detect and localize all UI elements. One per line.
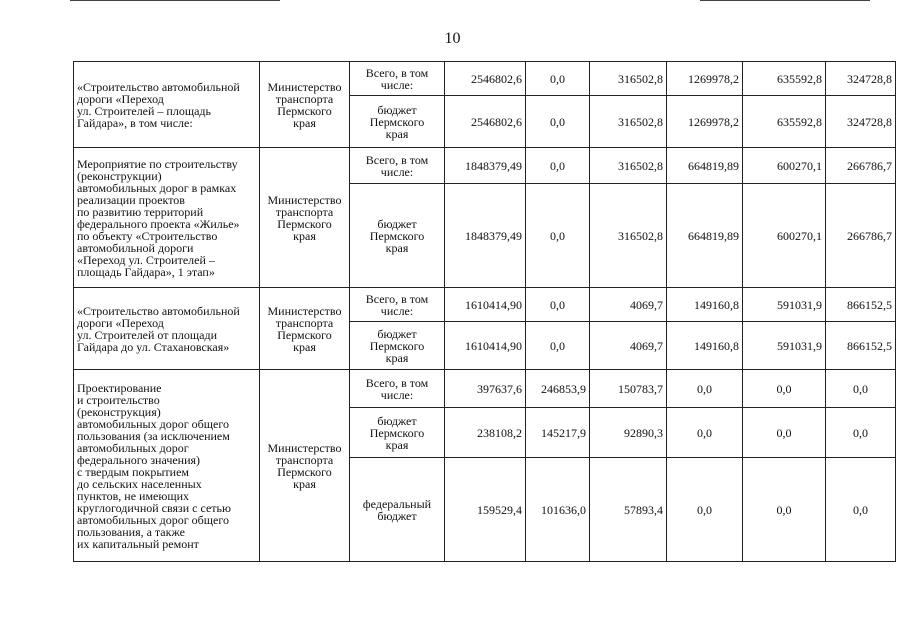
total-value: 1848379,49: [445, 184, 526, 288]
executor-line: транспорта: [275, 91, 334, 106]
executor-cell: [260, 62, 350, 148]
year-value: 0,0: [526, 148, 590, 184]
total-value: 159529,4: [445, 458, 526, 562]
measure-name-line: дороги «Переход: [77, 91, 164, 106]
executor-line: транспорта: [275, 315, 334, 330]
year-value: 145217,9: [526, 408, 590, 458]
year-value: 0,0: [526, 184, 590, 288]
funding-source-line: края: [385, 350, 409, 365]
measure-name-line: пользования (за исключением: [77, 428, 230, 443]
measure-name-line: автомобильной дороги: [77, 240, 194, 255]
funding-source-line: Пермского: [369, 114, 425, 129]
measure-name-line: «Переход ул. Строителей –: [77, 252, 215, 267]
year-value: 0,0: [743, 370, 826, 408]
measure-name-line: ул. Строителей от площади: [77, 327, 218, 342]
measure-name-line: (реконструкция): [77, 404, 161, 419]
executor-line: края: [293, 339, 316, 354]
executor-line: Министерство: [267, 303, 342, 318]
year-value: 316502,8: [590, 62, 667, 96]
year-value: 316502,8: [590, 148, 667, 184]
measure-name-line: Мероприятие по строительству: [77, 156, 238, 171]
total-value: 238108,2: [445, 408, 526, 458]
measure-name-line: Гайдара до ул. Стахановская»: [77, 339, 230, 354]
measure-name-line: «Строительство автомобильной: [77, 79, 240, 94]
total-value: 1610414,90: [445, 288, 526, 322]
measure-name-line: автомобильных дорог в рамках: [77, 180, 237, 195]
funding-source-cell: [350, 408, 445, 458]
year-value: 0,0: [526, 322, 590, 370]
funding-source-cell: [350, 458, 445, 562]
year-value: 0,0: [743, 458, 826, 562]
funding-source-line: Пермского: [369, 228, 425, 243]
measure-name-line: Гайдара», в том числе:: [77, 115, 193, 130]
year-value: 0,0: [743, 408, 826, 458]
scan-top-rule-left: [70, 0, 280, 1]
funding-source-line: Всего, в том: [365, 152, 429, 167]
measure-name-line: пунктов, не имеющих: [77, 488, 189, 503]
measure-name-line: Проектирование: [77, 380, 162, 395]
funding-source-cell: [350, 148, 445, 184]
executor-line: края: [293, 476, 316, 491]
executor-line: Министерство: [267, 440, 342, 455]
funding-source-line: Пермского: [369, 338, 425, 353]
year-value: 600270,1: [743, 148, 826, 184]
executor-line: Пермского: [277, 464, 332, 479]
funding-source-cell: [350, 62, 445, 96]
funding-source-line: числе:: [380, 164, 414, 179]
year-value: 150783,7: [590, 370, 667, 408]
table-row: [74, 288, 896, 322]
executor-line: Пермского: [277, 216, 332, 231]
measure-name-line: по объекту «Строительство: [77, 228, 218, 243]
measure-name-cell: [74, 370, 260, 562]
funding-source-cell: [350, 184, 445, 288]
year-value: 664819,89: [667, 148, 743, 184]
measure-name-line: автомобильных дорог: [77, 440, 189, 455]
funding-source-line: бюджет: [377, 508, 417, 523]
funding-source-line: бюджет: [377, 102, 417, 117]
funding-source-cell: [350, 370, 445, 408]
table-row: [74, 370, 896, 408]
funding-source-line: бюджет: [377, 413, 417, 428]
year-value: 57893,4: [590, 458, 667, 562]
measure-name-line: их капитальный ремонт: [77, 536, 199, 551]
page-number: 10: [444, 30, 461, 47]
year-value: 324728,8: [826, 62, 896, 96]
measure-name-cell: [74, 62, 260, 148]
executor-line: края: [293, 115, 316, 130]
year-value: 266786,7: [826, 184, 896, 288]
year-value: 866152,5: [826, 322, 896, 370]
year-value: 635592,8: [743, 62, 826, 96]
funding-source-line: числе:: [380, 387, 414, 402]
total-value: 2546802,6: [445, 62, 526, 96]
funding-source-line: края: [385, 240, 409, 255]
table-row: [74, 148, 896, 184]
year-value: 0,0: [526, 288, 590, 322]
funding-source-line: федеральный: [362, 496, 432, 511]
executor-line: Пермского: [277, 103, 332, 118]
executor-cell: [260, 148, 350, 288]
funding-source-line: Всего, в том: [365, 291, 429, 306]
executor-line: Министерство: [267, 79, 342, 94]
measure-name-line: дороги «Переход: [77, 315, 164, 330]
funding-source-line: Всего, в том: [365, 375, 429, 390]
executor-cell: [260, 370, 350, 562]
measure-name-line: (реконструкции): [77, 168, 162, 183]
table-row: [74, 62, 896, 96]
funding-source-line: края: [385, 437, 409, 452]
year-value: 246853,9: [526, 370, 590, 408]
year-value: 0,0: [826, 458, 896, 562]
funding-source-line: числе:: [380, 303, 414, 318]
year-value: 92890,3: [590, 408, 667, 458]
year-value: 0,0: [667, 458, 743, 562]
measure-name-line: круглогодичной связи с сетью: [77, 500, 231, 515]
year-value: 591031,9: [743, 288, 826, 322]
funding-source-cell: [350, 322, 445, 370]
year-value: 0,0: [667, 408, 743, 458]
measure-name-line: с твердым покрытием: [77, 464, 189, 479]
measure-name-line: автомобильных дорог общего: [77, 512, 229, 527]
measure-name-cell: [74, 288, 260, 370]
year-value: 316502,8: [590, 96, 667, 148]
total-value: 2546802,6: [445, 96, 526, 148]
year-value: 1269978,2: [667, 62, 743, 96]
year-value: 1269978,2: [667, 96, 743, 148]
measure-name-line: пользования, а также: [77, 524, 185, 539]
scan-top-rule-right: [700, 0, 870, 1]
year-value: 591031,9: [743, 322, 826, 370]
funding-source-line: бюджет: [377, 326, 417, 341]
executor-line: Пермского: [277, 327, 332, 342]
total-value: 1610414,90: [445, 322, 526, 370]
year-value: 149160,8: [667, 288, 743, 322]
measure-name-line: федерального проекта «Жилье»: [77, 216, 240, 231]
funding-source-line: края: [385, 126, 409, 141]
measure-name-line: до сельских населенных: [77, 476, 202, 491]
total-value: 1848379,49: [445, 148, 526, 184]
total-value: 397637,6: [445, 370, 526, 408]
funding-source-line: бюджет: [377, 216, 417, 231]
year-value: 664819,89: [667, 184, 743, 288]
year-value: 0,0: [826, 370, 896, 408]
year-value: 600270,1: [743, 184, 826, 288]
executor-line: транспорта: [275, 204, 334, 219]
year-value: 0,0: [526, 62, 590, 96]
funding-source-line: Всего, в том: [365, 65, 429, 80]
measure-name-line: площадь Гайдара», 1 этап»: [77, 264, 215, 279]
year-value: 266786,7: [826, 148, 896, 184]
year-value: 4069,7: [590, 322, 667, 370]
executor-line: Министерство: [267, 192, 342, 207]
measure-name-line: федерального значения): [77, 452, 201, 467]
year-value: 866152,5: [826, 288, 896, 322]
measure-name-line: и строительство: [77, 392, 160, 407]
funding-source-line: числе:: [380, 77, 414, 92]
measure-name-line: «Строительство автомобильной: [77, 303, 240, 318]
year-value: 0,0: [526, 96, 590, 148]
measure-name-line: автомобильных дорог общего: [77, 416, 229, 431]
executor-cell: [260, 288, 350, 370]
measure-name-line: по развитию территорий: [77, 204, 204, 219]
funding-source-line: Пермского: [369, 425, 425, 440]
year-value: 0,0: [826, 408, 896, 458]
year-value: 324728,8: [826, 96, 896, 148]
measure-name-line: ул. Строителей – площадь: [77, 103, 211, 118]
year-value: 0,0: [667, 370, 743, 408]
year-value: 635592,8: [743, 96, 826, 148]
year-value: 316502,8: [590, 184, 667, 288]
measure-name-line: реализации проектов: [77, 192, 185, 207]
funding-source-cell: [350, 96, 445, 148]
year-value: 149160,8: [667, 322, 743, 370]
funding-table: [73, 61, 896, 562]
year-value: 4069,7: [590, 288, 667, 322]
measure-name-cell: [74, 148, 260, 288]
funding-source-cell: [350, 288, 445, 322]
executor-line: края: [293, 228, 316, 243]
executor-line: транспорта: [275, 452, 334, 467]
year-value: 101636,0: [526, 458, 590, 562]
